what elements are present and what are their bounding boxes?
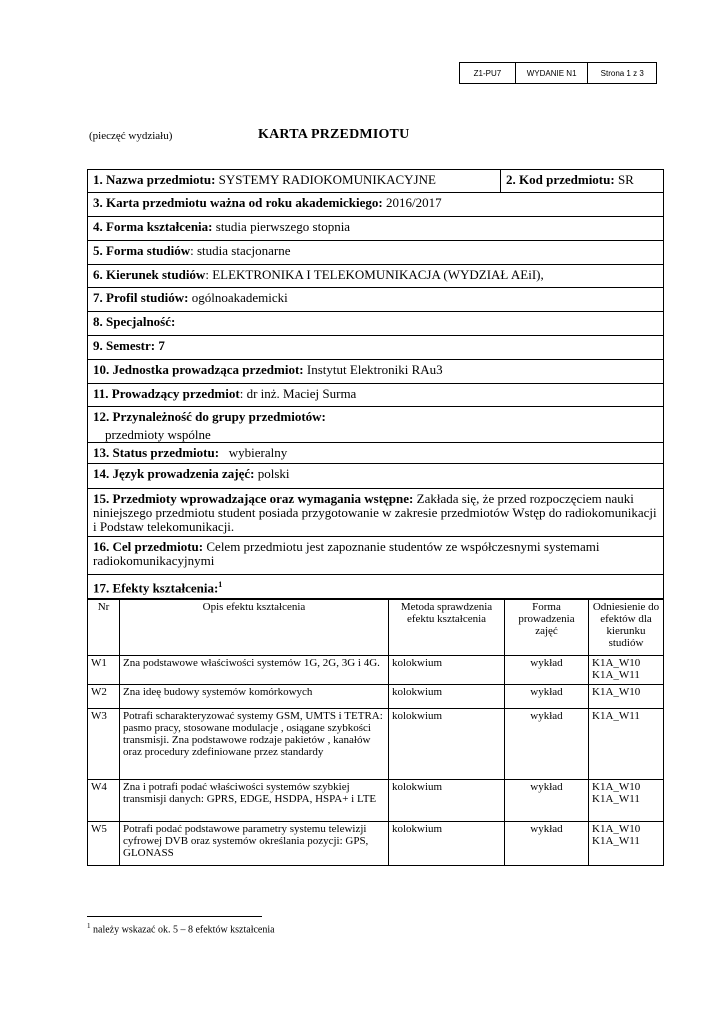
cell-method: kolokwium	[389, 709, 505, 780]
course-group-value: przedmioty wspólne	[105, 427, 211, 442]
cell-description: Zna ideę budowy systemów komórkowych	[120, 685, 389, 709]
faculty-stamp-label: (pieczęć wydziału)	[89, 130, 173, 142]
col-header-nr: Nr	[88, 600, 120, 656]
lecturer-value: : dr inż. Maciej Surma	[239, 386, 357, 401]
row-study-profile	[87, 288, 664, 312]
table-row	[88, 656, 664, 685]
row-study-form	[87, 241, 664, 265]
footnote-separator	[87, 916, 262, 917]
study-form-label: 5. Forma studiów	[93, 243, 191, 258]
row-lecturer	[87, 384, 664, 407]
row-field-of-study	[87, 265, 664, 288]
valid-year-value: 2016/2017	[382, 195, 442, 210]
row-course-goal	[87, 537, 664, 575]
study-form-value: : studia stacjonarne	[190, 243, 291, 258]
row-course-status	[87, 443, 664, 464]
col-header-method: Metoda sprawdzenia efektu kształcenia	[389, 600, 505, 656]
study-profile-value: ogólnoakademicki	[188, 290, 288, 305]
unit-value: Instytut Elektroniki RAu3	[303, 362, 443, 377]
col-header-reference: Odniesienie do efektów dla kierunku studiów	[589, 600, 664, 656]
course-goal-value: Celem przedmiotu jest zapoznanie studentów ze współczesnymi systemami radiokomunikacyjnymi	[93, 539, 600, 568]
cell-form: wykład	[505, 822, 589, 866]
cell-nr: W2	[88, 685, 120, 709]
course-goal-label: 16. Cel przedmiotu:	[93, 539, 204, 554]
cell-description: Potrafi podać podstawowe parametry systemu telewizji cyfrowej DVB oraz systemów określania pozycji: GPS, GLONASS	[120, 822, 389, 866]
specialty-label: 8. Specjalność:	[93, 314, 176, 329]
row-course-group	[87, 407, 664, 443]
prerequisites-value: Zakłada się, że przed rozpoczęciem nauki niniejszego przedmiotu student posiada przygotowanie w zakresie przedmiotów Wstęp do radiokomunikacji i Podstaw telekomunikacji.	[93, 491, 657, 534]
cell-description: Potrafi scharakteryzować systemy GSM, UMTS i TETRA: pasmo pracy, stosowane modulacje , osiągane szybkości transmisji. Zna podstawowe rodzaje pakietów , kanałów oraz procedury zdefiniowane przez standardy	[120, 709, 389, 780]
table-row	[88, 709, 664, 780]
table-header-row	[88, 600, 664, 656]
footnote-mark: 1	[87, 922, 91, 930]
learning-outcomes-label: 17. Efekty kształcenia:	[93, 580, 219, 596]
course-card	[87, 169, 664, 866]
cell-description: Zna i potrafi podać właściwości systemów szybkiej transmisji danych: GPRS, EDGE, HSDPA, HSPA+ i LTE	[120, 780, 389, 822]
field-of-study-value: : ELEKTRONIKA I TELEKOMUNIKACJA (WYDZIAŁ AEiI),	[205, 267, 544, 282]
row-language	[87, 464, 664, 489]
study-profile-label: 7. Profil studiów:	[93, 290, 189, 305]
col-header-form: Forma prowadzenia zajęć	[505, 600, 589, 656]
course-name-value: SYSTEMY RADIOKOMUNIKACYJNE	[215, 172, 436, 187]
prerequisites-label: 15. Przedmioty wprowadzające oraz wymagania wstępne:	[93, 491, 414, 506]
language-value: polski	[254, 466, 290, 481]
cell-reference: K1A_W10 K1A_W11	[589, 822, 664, 866]
cell-method: kolokwium	[389, 822, 505, 866]
row-learning-outcomes	[87, 575, 664, 599]
semester-label: 9. Semestr: 7	[93, 338, 165, 353]
valid-year-label: 3. Karta przedmiotu ważna od roku akademickiego:	[93, 195, 383, 210]
cell-reference: K1A_W10	[589, 685, 664, 709]
document-header-box	[459, 62, 657, 84]
lecturer-label: 11. Prowadzący przedmiot	[93, 386, 240, 401]
cell-reference: K1A_W10 K1A_W11	[589, 780, 664, 822]
page-title: KARTA PRZEDMIOTU	[258, 127, 410, 142]
cell-reference: K1A_W10 K1A_W11	[589, 656, 664, 685]
cell-form: wykład	[505, 656, 589, 685]
course-name-label: 1. Nazwa przedmiotu:	[93, 172, 216, 187]
course-code-value: SR	[614, 172, 634, 187]
cell-form: wykład	[505, 685, 589, 709]
cell-form: wykład	[505, 780, 589, 822]
footnote-ref: 1	[218, 580, 223, 589]
education-form-value: studia pierwszego stopnia	[212, 219, 351, 234]
course-status-label: 13. Status przedmiotu:	[93, 445, 220, 460]
cell-method: kolokwium	[389, 656, 505, 685]
document-edition: WYDANIE N1	[516, 63, 589, 83]
row-prerequisites	[87, 489, 664, 537]
cell-method: kolokwium	[389, 685, 505, 709]
field-of-study-label: 6. Kierunek studiów	[93, 267, 206, 282]
course-group-label: 12. Przynależność do grupy przedmiotów:	[93, 409, 326, 424]
cell-description: Zna podstawowe właściwości systemów 1G, 2G, 3G i 4G.	[120, 656, 389, 685]
cell-nr: W1	[88, 656, 120, 685]
course-code-label: 2. Kod przedmiotu:	[506, 172, 615, 187]
education-form-label: 4. Forma kształcenia:	[93, 219, 213, 234]
footnote-text: należy wskazać ok. 5 – 8 efektów kształcenia	[90, 924, 275, 936]
course-status-value: wybieralny	[219, 445, 288, 460]
language-label: 14. Język prowadzenia zajęć:	[93, 466, 255, 481]
table-row	[88, 685, 664, 709]
cell-nr: W5	[88, 822, 120, 866]
row-specialty	[87, 312, 664, 336]
page-indicator: Strona 1 z 3	[600, 68, 644, 78]
row-course-name	[87, 169, 664, 193]
row-valid-year	[87, 193, 664, 217]
unit-label: 10. Jednostka prowadząca przedmiot:	[93, 362, 304, 377]
col-header-description: Opis efektu kształcenia	[120, 600, 389, 656]
row-unit	[87, 360, 664, 384]
row-education-form	[87, 217, 664, 241]
table-row	[88, 780, 664, 822]
footnote	[87, 922, 275, 935]
cell-nr: W3	[88, 709, 120, 780]
cell-form: wykład	[505, 709, 589, 780]
cell-method: kolokwium	[389, 780, 505, 822]
cell-nr: W4	[88, 780, 120, 822]
table-row	[88, 822, 664, 866]
document-code: Z1-PU7	[460, 63, 516, 83]
cell-reference: K1A_W11	[589, 709, 664, 780]
learning-outcomes-table	[87, 599, 664, 866]
row-semester	[87, 336, 664, 360]
